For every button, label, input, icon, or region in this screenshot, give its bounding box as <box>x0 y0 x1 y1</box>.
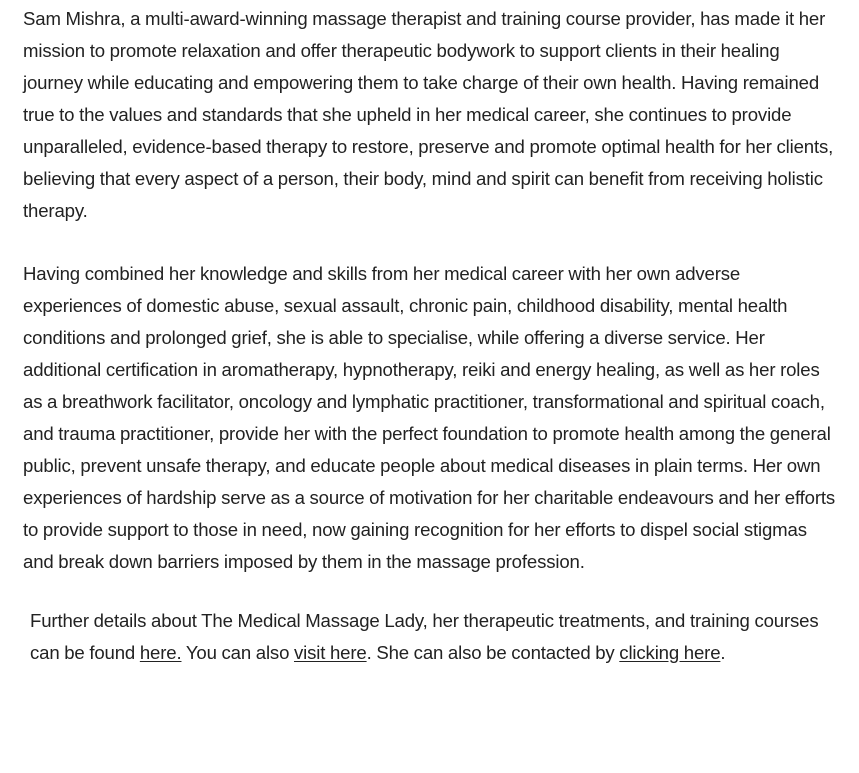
clicking-here-link[interactable]: clicking here <box>619 641 721 663</box>
contact-text-1: Further details about The Medical Massage Lady, her therapeutic treatments, and training courses can be found <box>30 610 819 663</box>
contact-text-3: . She can also be contacted by <box>366 641 620 663</box>
contact-text-2: You can also <box>181 641 294 663</box>
contact-paragraph <box>30 605 830 668</box>
article-body <box>23 3 841 668</box>
visit-here-link[interactable]: visit here <box>293 641 367 663</box>
details-here-link[interactable]: here. <box>139 641 182 663</box>
bio-paragraph-intro: Sam Mishra, a multi-award-winning massage therapist and training course provider, has made it her mission to promote relaxation and offer therapeutic bodywork to support clients in their healing journey while educating and empowering them to take charge of their own health. Having remained true to the values and standards that she upheld in her medical career, she continues to provide unparalleled, evidence-based therapy to restore, preserve and promote optimal health for her clients, believing that every aspect of a person, their body, mind and spirit can benefit from receiving holistic therapy. <box>23 8 834 221</box>
bio-paragraph-experience: Having combined her knowledge and skills from her medical career with her own adverse experiences of domestic abuse, sexual assault, chronic pain, childhood disability, mental health conditions and prolonged grief, she is able to specialise, while offering a diverse service. Her additional certification in aromatherapy, hypnotherapy, reiki and energy healing, as well as her roles as a breathwork facilitator, oncology and lymphatic practitioner, transformational and spiritual coach, and trauma practitioner, provide her with the perfect foundation to promote health among the general public, prevent unsafe therapy, and educate people about medical diseases in plain terms. Her own experiences of hardship serve as a source of motivation for her charitable endeavours and her efforts to provide support to those in need, now gaining recognition for her efforts to dispel social stigmas and break down barriers imposed by them in the massage profession. <box>23 263 836 572</box>
contact-text-4: . <box>720 641 726 663</box>
